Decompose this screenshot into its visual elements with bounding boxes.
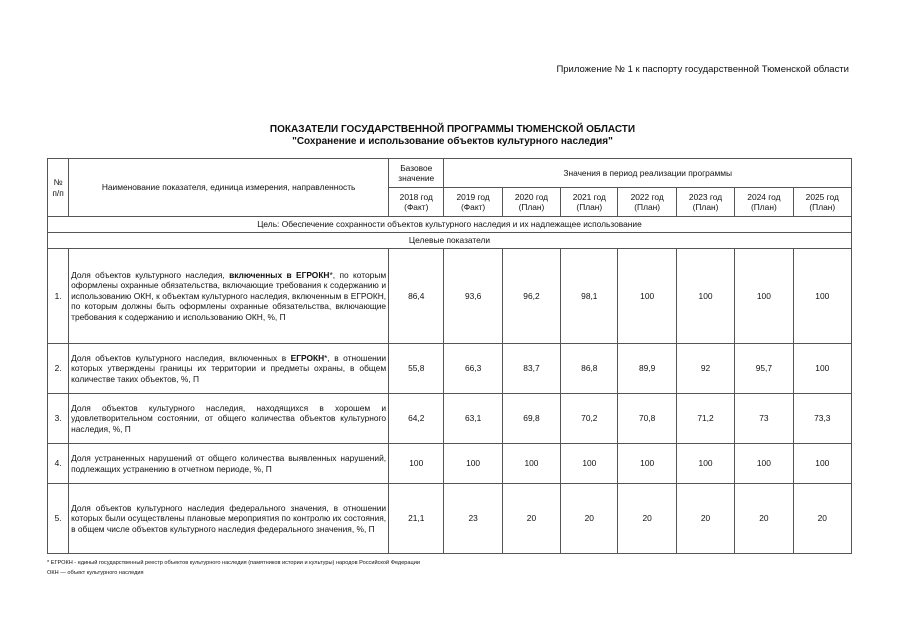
row-value: 23 <box>444 484 502 554</box>
row-value: 55,8 <box>389 344 444 394</box>
row-value: 100 <box>735 249 793 344</box>
footnote-okn: ОКН — объект культурного наследия <box>47 569 144 576</box>
row-value: 71,2 <box>676 394 734 444</box>
goal-row <box>48 217 852 233</box>
row-value: 64,2 <box>389 394 444 444</box>
row-value: 100 <box>618 249 676 344</box>
row-value: 20 <box>502 484 560 554</box>
table-row <box>48 249 852 344</box>
row-value: 100 <box>561 444 618 484</box>
row-value: 96,2 <box>502 249 560 344</box>
section-row <box>48 233 852 249</box>
row-name: Доля объектов культурного наследия, включенных в ЕГРОКН*, в отношении которых утверждены границы их территории и предметы охраны, в общем количестве таких объектов, %, П <box>69 344 389 394</box>
row-value: 20 <box>793 484 851 554</box>
row-value: 86,8 <box>561 344 618 394</box>
row-value: 100 <box>618 444 676 484</box>
row-value: 100 <box>735 444 793 484</box>
row-value: 100 <box>793 249 851 344</box>
row-num: 5. <box>48 484 69 554</box>
appendix-note: Приложение № 1 к паспорту государственной Тюменской области <box>556 64 849 75</box>
header-year: 2024 год (План) <box>735 188 793 217</box>
footnotes <box>47 559 420 578</box>
header-year: 2022 год (План) <box>618 188 676 217</box>
row-value: 93,6 <box>444 249 502 344</box>
footnote-egrokn: * ЕГРОКН - единый государственный реестр объектов культурного наследия (памятников истории и культуры) народов Российской Федерации <box>47 560 420 566</box>
header-year: 2020 год (План) <box>502 188 560 217</box>
header-row-1 <box>48 159 852 188</box>
table-row <box>48 444 852 484</box>
row-value: 20 <box>561 484 618 554</box>
row-value: 100 <box>676 249 734 344</box>
row-value: 66,3 <box>444 344 502 394</box>
header-year: 2025 год (План) <box>793 188 851 217</box>
row-value: 100 <box>444 444 502 484</box>
indicators-table <box>47 158 852 554</box>
header-base: Базовое значение <box>389 159 444 188</box>
header-year: 2018 год (Факт) <box>389 188 444 217</box>
row-value: 95,7 <box>735 344 793 394</box>
row-value: 89,9 <box>618 344 676 394</box>
row-value: 83,7 <box>502 344 560 394</box>
row-name: Доля объектов культурного наследия, включенных в ЕГРОКН*, по которым оформлены охранные обязательства, включающие требования к содержанию и использованию ОКН, к объектам культурного наследия, включенным в ЕГРОКН, по которым должны быть оформлены охранные обязательства, включающие требования к содержанию и использованию ОКН, %, П <box>69 249 389 344</box>
row-value: 69,8 <box>502 394 560 444</box>
row-value: 63,1 <box>444 394 502 444</box>
row-value: 20 <box>618 484 676 554</box>
row-value: 98,1 <box>561 249 618 344</box>
row-value: 100 <box>389 444 444 484</box>
row-value: 21,1 <box>389 484 444 554</box>
row-value: 86,4 <box>389 249 444 344</box>
header-name: Наименование показателя, единица измерения, направленность <box>69 159 389 217</box>
row-value: 70,8 <box>618 394 676 444</box>
row-value: 20 <box>735 484 793 554</box>
row-value: 100 <box>502 444 560 484</box>
header-year: 2021 год (План) <box>561 188 618 217</box>
row-value: 73 <box>735 394 793 444</box>
goal-text: Цель: Обеспечение сохранности объектов культурного наследия и их надлежащее использование <box>48 217 852 233</box>
header-period: Значения в период реализации программы <box>444 159 852 188</box>
row-value: 92 <box>676 344 734 394</box>
row-name: Доля объектов культурного наследия федерального значения, в отношении которых были осуществлены плановые мероприятия по контролю их состояния, в общем числе объектов культурного наследия федерального значения, %, П <box>69 484 389 554</box>
row-num: 1. <box>48 249 69 344</box>
row-num: 3. <box>48 394 69 444</box>
row-name: Доля устраненных нарушений от общего количества выявленных нарушений, подлежащих устранению в отчетном периоде, %, П <box>69 444 389 484</box>
section-text: Целевые показатели <box>48 233 852 249</box>
row-name: Доля объектов культурного наследия, находящихся в хорошем и удовлетворительном состоянии, от общего количества объектов культурного наследия, %, П <box>69 394 389 444</box>
title-line-2: "Сохранение и использование объектов культурного наследия" <box>292 136 613 147</box>
table-row <box>48 484 852 554</box>
row-value: 73,3 <box>793 394 851 444</box>
header-year: 2019 год (Факт) <box>444 188 502 217</box>
row-value: 100 <box>793 344 851 394</box>
row-num: 4. <box>48 444 69 484</box>
row-num: 2. <box>48 344 69 394</box>
header-num: № п/п <box>48 159 69 217</box>
row-value: 100 <box>676 444 734 484</box>
document-title <box>0 124 905 148</box>
title-line-1: ПОКАЗАТЕЛИ ГОСУДАРСТВЕННОЙ ПРОГРАММЫ ТЮМЕНСКОЙ ОБЛАСТИ <box>269 124 636 135</box>
row-value: 100 <box>793 444 851 484</box>
row-value: 70,2 <box>561 394 618 444</box>
table-row <box>48 394 852 444</box>
table-row <box>48 344 852 394</box>
row-value: 20 <box>676 484 734 554</box>
header-year: 2023 год (План) <box>676 188 734 217</box>
